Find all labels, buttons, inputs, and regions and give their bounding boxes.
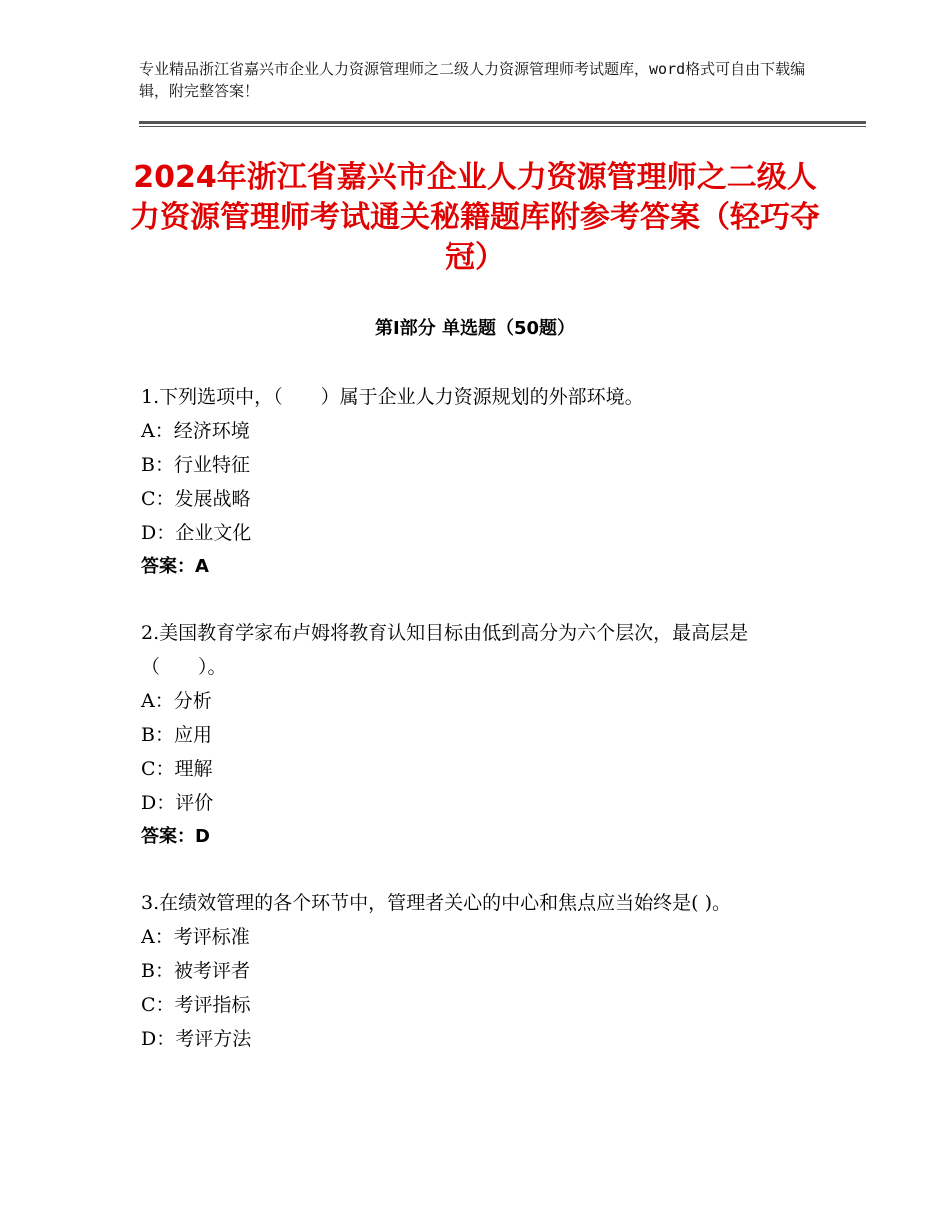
option-b: B：应用 [141, 724, 212, 746]
option-c: C：考评指标 [141, 994, 251, 1016]
question-list [141, 380, 801, 1088]
option-b: B：行业特征 [141, 454, 250, 476]
question-3 [141, 886, 801, 1056]
question-stem: 1.下列选项中，（ ）属于企业人力资源规划的外部环境。 [141, 386, 644, 408]
option-d: D：考评方法 [141, 1028, 252, 1050]
option-c: C：理解 [141, 758, 213, 780]
answer: 答案：D [141, 826, 210, 847]
option-a: A：考评标准 [141, 926, 250, 948]
option-c: C：发展战略 [141, 488, 251, 510]
header-divider-thin [139, 126, 866, 127]
question-stem: 3.在绩效管理的各个环节中，管理者关心的中心和焦点应当始终是( )。 [141, 892, 731, 914]
option-d: D：企业文化 [141, 522, 252, 544]
question-1 [141, 380, 801, 584]
question-2 [141, 616, 801, 854]
option-a: A：经济环境 [141, 420, 250, 442]
answer: 答案：A [141, 556, 209, 577]
option-b: B：被考评者 [141, 960, 250, 982]
option-d: D：评价 [141, 792, 214, 814]
header-divider [139, 121, 866, 124]
document-title: 2024年浙江省嘉兴市企业人力资源管理师之二级人力资源管理师考试通关秘籍题库附参考答案（轻巧夺冠） [130, 160, 820, 275]
question-stem: 2.美国教育学家布卢姆将教育认知目标由低到高分为六个层次，最高层是（ ）。 [141, 622, 749, 678]
option-a: A：分析 [141, 690, 212, 712]
section-title: 第Ⅰ部分 单选题（50题） [374, 318, 575, 339]
header-note: 专业精品浙江省嘉兴市企业人力资源管理师之二级人力资源管理师考试题库，word格式可自由下载编辑，附完整答案！ [139, 60, 806, 100]
